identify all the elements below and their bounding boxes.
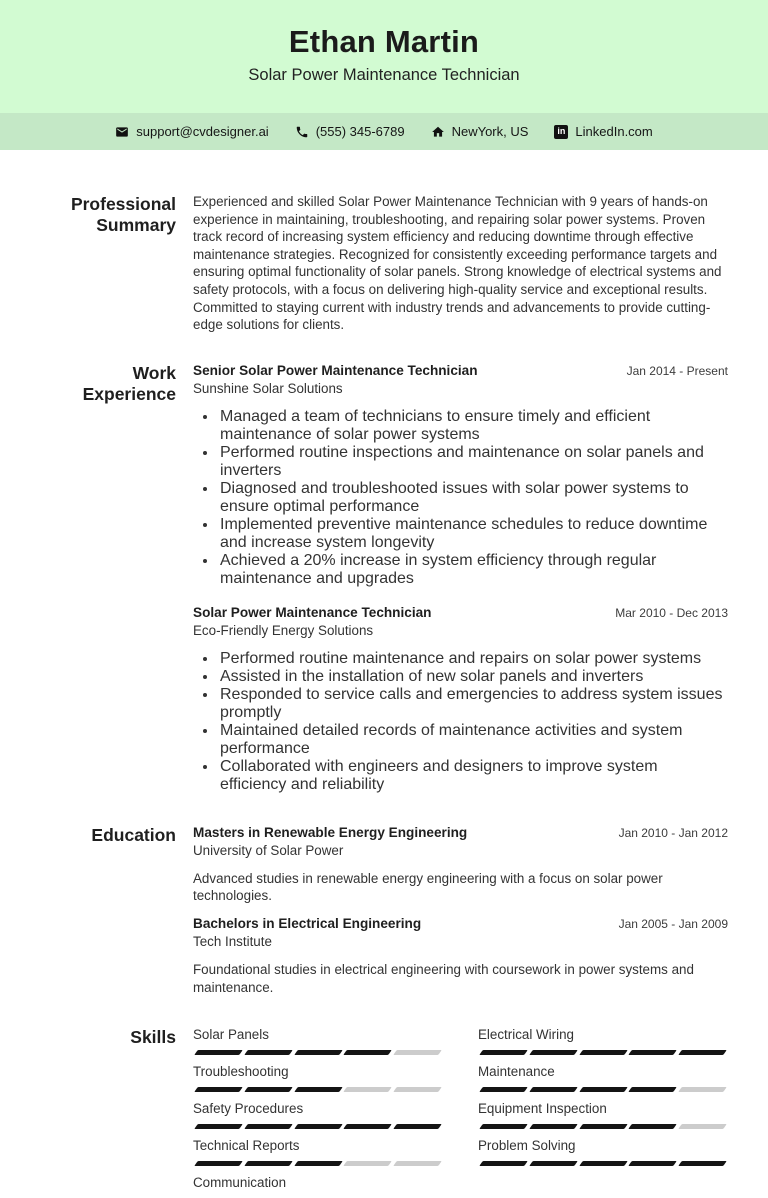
education-dates: Jan 2010 - Jan 2012	[618, 825, 728, 840]
contact-location-text: NewYork, US	[451, 124, 529, 139]
resume-header	[0, 0, 768, 113]
contact-linkedin-text: LinkedIn.com	[575, 124, 653, 139]
contact-linkedin[interactable]	[554, 124, 652, 139]
skill-name: Problem Solving	[478, 1138, 576, 1154]
summary-text: Experienced and skilled Solar Power Maintenance Technician with 9 years of hands-on experience in maintaining, troubleshooting, and repairing solar power systems. Proven track record of increasing system efficiency and reducing downtime through effective maintenance strategies. Recognized for consistently exceeding performance targets and ensuring optimal functionality of solar panels. Strong knowledge of electrical systems and safety protocols, with a focus on delivering high-quality service and exceptional results. Committed to staying current with industry trends and advancements to provide cutting-edge solutions for clients.	[193, 194, 722, 333]
job-bullet-list	[193, 650, 728, 794]
skill-segment-empty	[344, 1087, 392, 1092]
work-entry	[193, 362, 728, 588]
skill-segment-filled	[244, 1087, 292, 1092]
linkedin-icon: in	[554, 125, 568, 139]
skill-segment-filled	[194, 1050, 242, 1055]
skill-segment-filled	[244, 1161, 292, 1166]
skill-segment-filled	[629, 1124, 677, 1129]
skill-segment-empty	[393, 1050, 441, 1055]
work-entry-header	[193, 604, 728, 621]
education-description: Foundational studies in electrical engineering with coursework in power systems and maintenance.	[193, 961, 694, 995]
education-entry	[193, 824, 728, 905]
job-bullet: • Responded to service calls and emergencies to address system issues promptly	[218, 686, 728, 722]
skill-segment-filled	[529, 1087, 577, 1092]
skill-segment-filled	[294, 1161, 342, 1166]
contact-email-text: support@cvdesigner.ai	[136, 124, 269, 139]
skill-level-bar	[196, 1087, 440, 1092]
skill-segment-filled	[529, 1050, 577, 1055]
job-dates: Mar 2010 - Dec 2013	[615, 605, 728, 620]
skill-name: Communication	[193, 1175, 287, 1191]
skill-segment-filled	[294, 1087, 342, 1092]
skill-segment-filled	[579, 1087, 627, 1092]
skill-segment-filled	[678, 1161, 726, 1166]
education-entries	[193, 824, 728, 996]
section-work-experience	[40, 362, 728, 794]
skill-level-bar	[481, 1087, 725, 1092]
job-bullet-list	[193, 408, 728, 588]
job-bullet: • Assisted in the installation of new solar panels and inverters	[218, 668, 728, 686]
school-name: Tech Institute	[193, 933, 272, 949]
skill-segment-empty	[393, 1161, 441, 1166]
job-bullet: • Performed routine maintenance and repairs on solar power systems	[218, 650, 728, 668]
education-description: Advanced studies in renewable energy engineering with a focus on solar power technologies.	[193, 870, 663, 904]
skill-segment-filled	[294, 1050, 342, 1055]
skill-segment-filled	[579, 1050, 627, 1055]
skill-segment-filled	[579, 1161, 627, 1166]
skill-name: Equipment Inspection	[478, 1101, 607, 1117]
job-bullet: • Performed routine inspections and maintenance on solar panels and inverters	[218, 444, 728, 480]
candidate-job-title: Solar Power Maintenance Technician	[248, 66, 520, 84]
skill-segment-empty	[344, 1161, 392, 1166]
skill-segment-filled	[629, 1161, 677, 1166]
contact-email[interactable]	[115, 124, 268, 139]
skill-item	[478, 1100, 728, 1129]
skill-segment-filled	[344, 1124, 392, 1129]
skill-segment-filled	[479, 1087, 527, 1092]
skill-item	[193, 1026, 443, 1055]
job-bullet: • Achieved a 20% increase in system efficiency through regular maintenance and upgrades	[218, 552, 728, 588]
section-title-skills: Skills	[130, 1027, 176, 1048]
skill-segment-filled	[194, 1124, 242, 1129]
contact-phone-text: (555) 345-6789	[315, 124, 405, 139]
section-skills	[40, 1026, 728, 1198]
skills-grid	[193, 1026, 728, 1198]
work-entry-header	[193, 362, 728, 379]
email-icon	[115, 125, 129, 139]
skill-item	[193, 1137, 443, 1166]
skill-segment-filled	[393, 1124, 441, 1129]
education-dates: Jan 2005 - Jan 2009	[618, 916, 728, 931]
skill-segment-empty	[393, 1087, 441, 1092]
section-title-summary: Professional Summary	[70, 194, 176, 235]
skill-segment-filled	[629, 1050, 677, 1055]
job-bullet: • Managed a team of technicians to ensure timely and efficient maintenance of solar power systems	[218, 408, 728, 444]
skill-segment-filled	[294, 1124, 342, 1129]
skill-segment-filled	[529, 1161, 577, 1166]
skill-name: Solar Panels	[193, 1027, 269, 1043]
skill-item	[193, 1063, 443, 1092]
degree-title: Masters in Renewable Energy Engineering	[193, 824, 468, 840]
job-title: Senior Solar Power Maintenance Technician	[193, 362, 478, 378]
skill-level-bar	[481, 1124, 725, 1129]
job-bullet: • Maintained detailed records of maintenance activities and system performance	[218, 722, 728, 758]
skill-item	[193, 1174, 443, 1198]
job-title: Solar Power Maintenance Technician	[193, 604, 432, 620]
section-title-education: Education	[91, 824, 176, 845]
skill-item	[478, 1137, 728, 1166]
skill-segment-filled	[479, 1050, 527, 1055]
job-bullet: • Implemented preventive maintenance schedules to reduce downtime and increase system longevity	[218, 516, 728, 552]
contact-location	[431, 124, 529, 139]
section-education	[40, 824, 728, 996]
education-entry-header	[193, 915, 728, 932]
skill-segment-filled	[529, 1124, 577, 1129]
skill-segment-filled	[479, 1161, 527, 1166]
skill-segment-filled	[629, 1087, 677, 1092]
skill-segment-filled	[194, 1087, 242, 1092]
skill-segment-filled	[579, 1124, 627, 1129]
skill-segment-filled	[479, 1124, 527, 1129]
skill-name: Technical Reports	[193, 1138, 300, 1154]
company-name: Sunshine Solar Solutions	[193, 380, 343, 396]
contact-bar	[0, 113, 768, 150]
job-bullet: • Diagnosed and troubleshooted issues with solar power systems to ensure optimal performance	[218, 480, 728, 516]
company-name: Eco-Friendly Energy Solutions	[193, 622, 374, 638]
skill-level-bar	[481, 1050, 725, 1055]
skill-segment-filled	[244, 1050, 292, 1055]
work-entry	[193, 604, 728, 794]
skill-level-bar	[196, 1161, 440, 1166]
education-entry-header	[193, 824, 728, 841]
home-icon	[431, 125, 445, 139]
skill-segment-empty	[678, 1087, 726, 1092]
work-entries	[193, 362, 728, 794]
candidate-name: Ethan Martin	[288, 24, 480, 59]
skill-name: Troubleshooting	[193, 1064, 289, 1080]
skill-level-bar	[481, 1161, 725, 1166]
skill-name: Electrical Wiring	[478, 1027, 574, 1043]
skill-name: Maintenance	[478, 1064, 555, 1080]
degree-title: Bachelors in Electrical Engineering	[193, 915, 422, 931]
job-bullet: • Collaborated with engineers and designers to improve system efficiency and reliability	[218, 758, 728, 794]
phone-icon	[295, 125, 309, 139]
skill-name: Safety Procedures	[193, 1101, 304, 1117]
skill-level-bar	[196, 1050, 440, 1055]
resume-body	[0, 150, 768, 1198]
section-title-work: Work Experience	[82, 362, 176, 404]
skill-segment-filled	[678, 1050, 726, 1055]
skill-segment-filled	[244, 1124, 292, 1129]
school-name: University of Solar Power	[193, 842, 344, 858]
education-entry	[193, 915, 728, 996]
contact-phone[interactable]	[295, 124, 405, 139]
skill-item	[193, 1100, 443, 1129]
skill-segment-filled	[194, 1161, 242, 1166]
skill-item	[478, 1063, 728, 1092]
skill-segment-filled	[344, 1050, 392, 1055]
job-dates: Jan 2014 - Present	[626, 363, 728, 378]
skill-level-bar	[196, 1124, 440, 1129]
skill-item	[478, 1026, 728, 1055]
skill-segment-empty	[678, 1124, 726, 1129]
section-professional-summary	[40, 193, 728, 334]
summary-content	[193, 193, 728, 334]
